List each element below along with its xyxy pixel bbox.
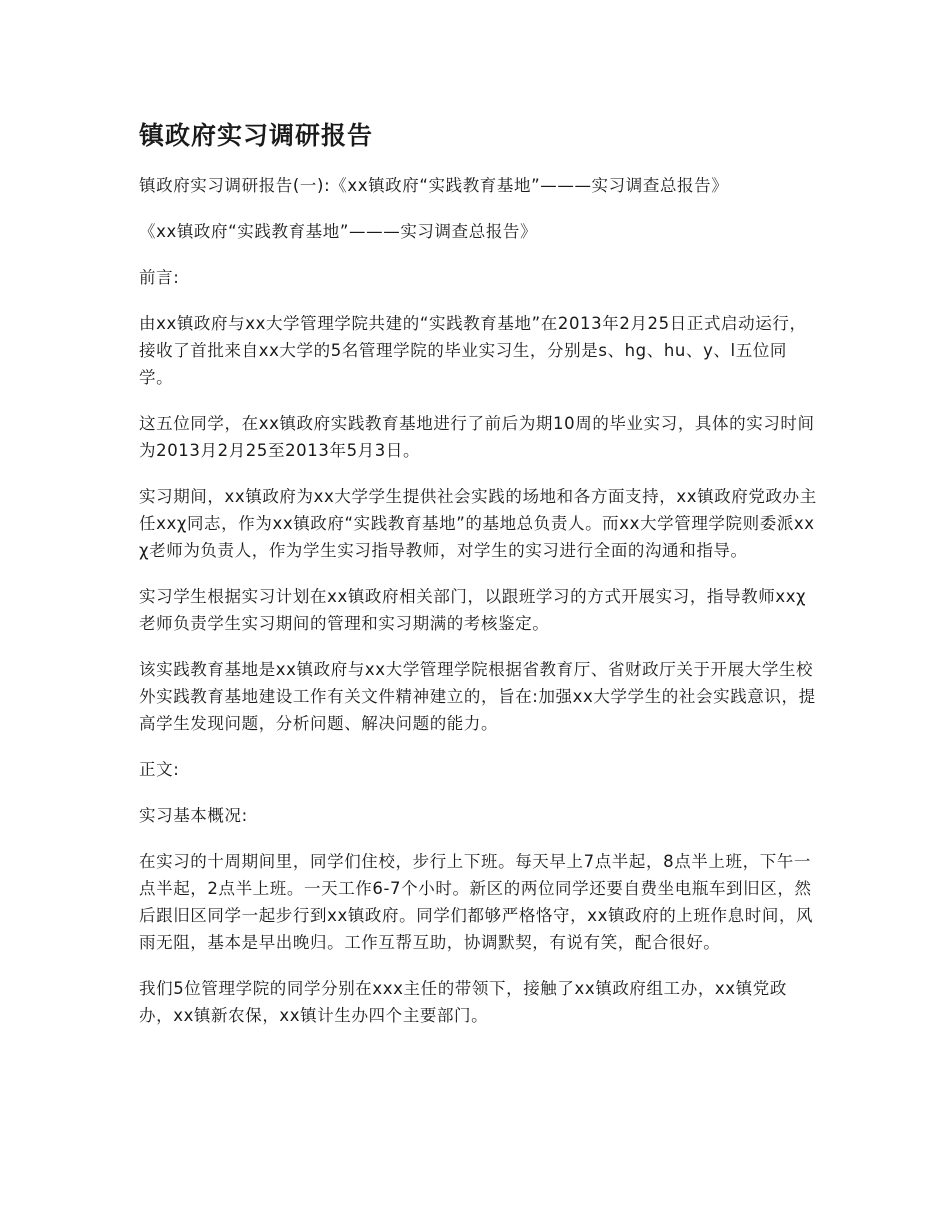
paragraph: 我们5位管理学院的同学分别在xxx主任的带领下，接触了xx镇政府组工办，xx镇党政办，xx镇新农保，xx镇计生办四个主要部门。 xyxy=(139,979,787,1025)
document-title: 镇政府实习调研报告 xyxy=(139,121,374,150)
paragraph: 该实践教育基地是xx镇政府与xx大学管理学院根据省教育厅、省财政厅关于开展大学生校外实践教育基地建设工作有关文件精神建立的，旨在:加强xx大学学生的社会实践意识，提高学生发现问题，分析问题、解决问题的能力。 xyxy=(139,660,816,733)
paragraph: 在实习的十周期间里，同学们住校，步行上下班。每天早上7点半起，8点半上班，下午一点半起，2点半上班。一天工作6-7个小时。新区的两位同学还要自费坐电瓶车到旧区，然后跟旧区同学一起步行到xx镇政府。同学们都够严格恪守，xx镇政府的上班作息时间，风雨无阻，基本是早出晚归。工作互帮互助，协调默契，有说有笑，配合很好。 xyxy=(139,852,814,952)
section-heading-body: 正文: xyxy=(139,760,180,779)
paragraph: 实习学生根据实习计划在xx镇政府相关部门，以跟班学习的方式开展实习，指导教师xxχ老师负责学生实习期间的管理和实习期满的考核鉴定。 xyxy=(139,587,807,633)
report-title-line: 《xx镇政府“实践教育基地”———实习调查总报告》 xyxy=(139,222,538,241)
subtitle-line: 镇政府实习调研报告(一):《xx镇政府“实践教育基地”———实习调查总报告》 xyxy=(139,176,729,195)
section-heading-preface: 前言: xyxy=(139,268,180,287)
section-heading-overview: 实习基本概况: xyxy=(139,806,248,825)
paragraph: 这五位同学，在xx镇政府实践教育基地进行了前后为期10周的毕业实习，具体的实习时间为2013月2月25至2013年5月3日。 xyxy=(139,414,815,460)
paragraph: 实习期间，xx镇政府为xx大学学生提供社会实践的场地和各方面支持，xx镇政府党政办主任xxχ同志，作为xx镇政府“实践教育基地”的基地总负责人。而xx大学管理学院则委派xxχ老师为负责人，作为学生实习指导教师，对学生的实习进行全面的沟通和指导。 xyxy=(139,487,817,560)
paragraph: 由xx镇政府与xx大学管理学院共建的“实践教育基地”在2013年2月25日正式启动运行，接收了首批来自xx大学的5名管理学院的毕业实习生，分别是s、hg、hu、y、l五位同学。 xyxy=(139,314,807,387)
document-page xyxy=(139,118,819,1048)
